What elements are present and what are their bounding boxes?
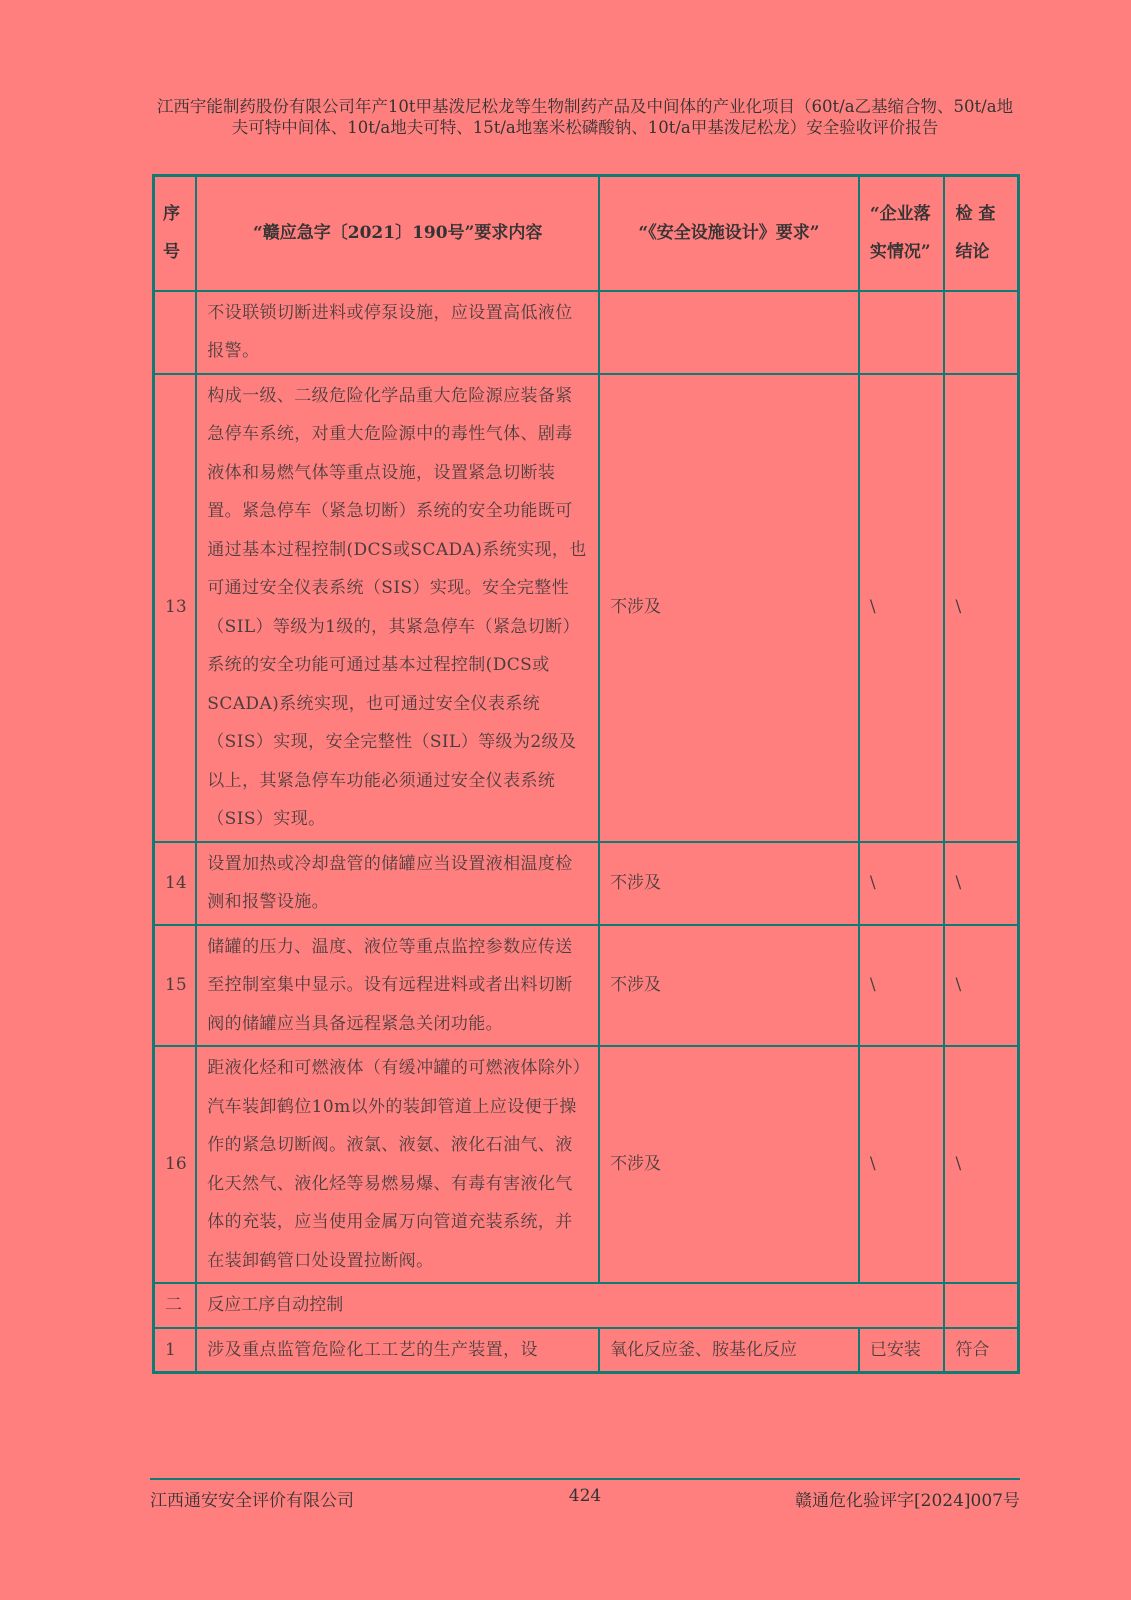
table-row bbox=[154, 1046, 1019, 1283]
row-design: 不涉及 bbox=[599, 925, 859, 1047]
row-conclusion: \ bbox=[944, 842, 1018, 925]
header-design: “《安全设施设计》要求” bbox=[599, 176, 859, 291]
row-conclusion: \ bbox=[944, 374, 1018, 842]
row-design: 不涉及 bbox=[599, 374, 859, 842]
row-requirement: 涉及重点监管危险化工工艺的生产装置，设 bbox=[196, 1328, 599, 1373]
section-row bbox=[154, 1283, 1019, 1328]
row-no bbox=[154, 291, 197, 374]
row-requirement: 储罐的压力、温度、液位等重点监控参数应传送至控制室集中显示。设有远程进料或者出料切断阀的储罐应当具备远程紧急关闭功能。 bbox=[196, 925, 599, 1047]
section-title: 反应工序自动控制 bbox=[196, 1283, 944, 1328]
table-row bbox=[154, 1328, 1019, 1373]
footer-company: 江西通安安全评价有限公司 bbox=[150, 1491, 354, 1511]
row-requirement: 不设联锁切断进料或停泵设施，应设置高低液位报警。 bbox=[196, 291, 599, 374]
header-requirement: “赣应急字〔2021〕190号”要求内容 bbox=[196, 176, 599, 291]
row-implementation: 已安装 bbox=[859, 1328, 945, 1373]
row-no: 14 bbox=[154, 842, 197, 925]
checklist-table-container bbox=[152, 174, 1020, 1374]
row-no: 1 bbox=[154, 1328, 197, 1373]
page-footer bbox=[150, 1478, 1020, 1511]
row-implementation: \ bbox=[859, 842, 945, 925]
row-requirement: 构成一级、二级危险化学品重大危险源应装备紧急停车系统，对重大危险源中的毒性气体、剧毒液体和易燃气体等重点设施，设置紧急切断装置。紧急停车（紧急切断）系统的安全功能既可通过基本过程控制(DCS或SCADA)系统实现，也可通过安全仪表系统（SIS）实现。安全完整性（SIL）等级为1级的，其紧急停车（紧急切断）系统的安全功能可通过基本过程控制(DCS或SCADA)系统实现，也可通过安全仪表系统（SIS）实现，安全完整性（SIL）等级为2级及以上，其紧急停车功能必须通过安全仪表系统（SIS）实现。 bbox=[196, 374, 599, 842]
row-design: 氧化反应釜、胺基化反应 bbox=[599, 1328, 859, 1373]
row-design: 不涉及 bbox=[599, 1046, 859, 1283]
document-reference: 赣通危化验评字[2024]007号 bbox=[795, 1491, 1020, 1511]
page-number: 424 bbox=[568, 1486, 602, 1506]
row-design: 不涉及 bbox=[599, 842, 859, 925]
table-row bbox=[154, 374, 1019, 842]
table-row bbox=[154, 291, 1019, 374]
report-header: 江西宇能制药股份有限公司年产10t甲基泼尼松龙等生物制药产品及中间体的产业化项目（60t/a乙基缩合物、50t/a地夫可特中间体、10t/a地夫可特、15t/a地塞米松磷酸钠、10t/a甲基泼尼松龙）安全验收评价报告 bbox=[156, 97, 1014, 137]
row-conclusion: \ bbox=[944, 925, 1018, 1047]
header-no: 序号 bbox=[154, 176, 197, 291]
row-conclusion bbox=[944, 291, 1018, 374]
header-implementation: “企业落实情况” bbox=[859, 176, 945, 291]
row-no: 16 bbox=[154, 1046, 197, 1283]
table-row bbox=[154, 925, 1019, 1047]
header-conclusion: 检 查结论 bbox=[944, 176, 1018, 291]
row-conclusion: \ bbox=[944, 1046, 1018, 1283]
row-design bbox=[599, 291, 859, 374]
row-conclusion: 符合 bbox=[944, 1328, 1018, 1373]
section-empty bbox=[944, 1283, 1018, 1328]
table-row bbox=[154, 842, 1019, 925]
row-no: 15 bbox=[154, 925, 197, 1047]
row-requirement: 设置加热或冷却盘管的储罐应当设置液相温度检测和报警设施。 bbox=[196, 842, 599, 925]
row-requirement: 距液化烃和可燃液体（有缓冲罐的可燃液体除外）汽车装卸鹤位10m以外的装卸管道上应设便于操作的紧急切断阀。液氯、液氨、液化石油气、液化天然气、液化烃等易燃易爆、有毒有害液化气体的充装，应当使用金属万向管道充装系统，并在装卸鹤管口处设置拉断阀。 bbox=[196, 1046, 599, 1283]
row-implementation: \ bbox=[859, 374, 945, 842]
checklist-table bbox=[152, 174, 1020, 1374]
table-header-row bbox=[154, 176, 1019, 291]
row-no: 13 bbox=[154, 374, 197, 842]
row-implementation bbox=[859, 291, 945, 374]
row-implementation: \ bbox=[859, 925, 945, 1047]
row-implementation: \ bbox=[859, 1046, 945, 1283]
section-no: 二 bbox=[154, 1283, 197, 1328]
